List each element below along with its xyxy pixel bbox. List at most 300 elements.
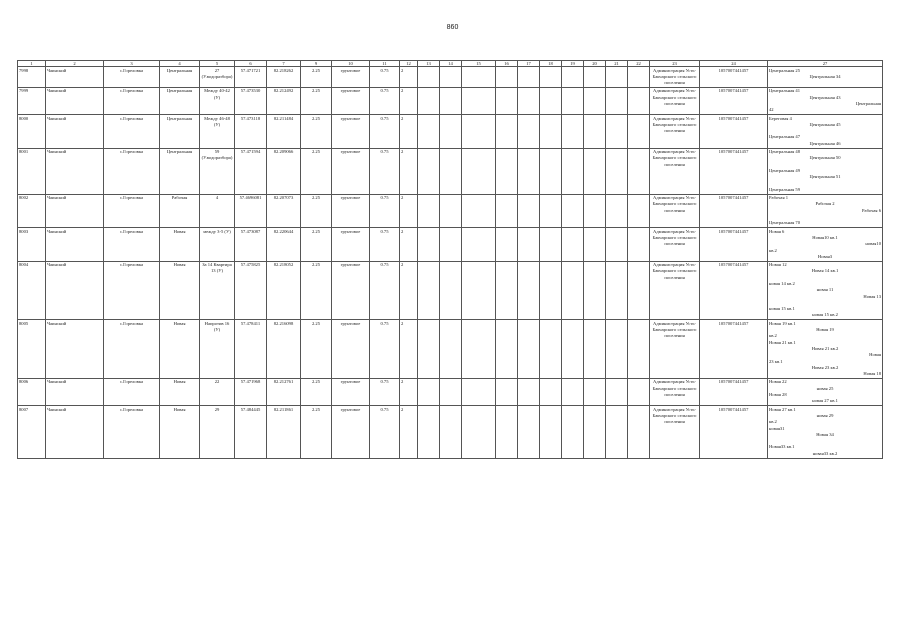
ogrn-cell: 1057007441457 xyxy=(700,67,768,88)
empty-cell xyxy=(440,194,462,227)
street-cell: Новая xyxy=(160,320,200,379)
owner-cell: Администрация Усть-Бакчарского сельского поселения xyxy=(650,406,700,458)
empty-cell xyxy=(628,378,650,405)
location-cell: За 14 Квартира 13 (У) xyxy=(200,261,235,320)
column-header: 1 xyxy=(18,61,46,67)
longitude-cell: 82.209066 xyxy=(267,148,301,194)
height-cell: 2.25 xyxy=(301,261,332,320)
address-line: новая33 кв.2 xyxy=(812,450,838,456)
empty-cell xyxy=(540,378,562,405)
count-cell: 2 xyxy=(400,320,418,379)
empty-cell xyxy=(606,67,628,88)
empty-cell xyxy=(606,406,628,458)
empty-cell xyxy=(418,87,440,114)
district-cell: Чаинский xyxy=(46,115,104,148)
row-number: 8007 xyxy=(18,406,46,458)
location-cell: 29 xyxy=(200,406,235,458)
longitude-cell: 82.212492 xyxy=(267,87,301,114)
address-line: Центральная 43 xyxy=(809,94,841,100)
empty-cell xyxy=(562,406,584,458)
empty-cell xyxy=(518,378,540,405)
empty-cell xyxy=(462,378,496,405)
district-cell: Чаинский xyxy=(46,194,104,227)
address-line: Новая 23 кв.2 xyxy=(811,364,839,370)
empty-cell xyxy=(496,320,518,379)
street-cell: Центральная xyxy=(160,87,200,114)
column-header: 20 xyxy=(584,61,606,67)
row-number: 8004 xyxy=(18,261,46,320)
empty-cell xyxy=(540,115,562,148)
height-cell: 2.25 xyxy=(301,67,332,88)
address-line: кв.2 xyxy=(769,333,777,339)
address-line: Центральная xyxy=(855,100,881,106)
empty-cell xyxy=(440,406,462,458)
column-header: 6 xyxy=(235,61,267,67)
village-cell: с.Гореловка xyxy=(104,148,160,194)
empty-cell xyxy=(440,148,462,194)
owner-cell: Администрация Усть-Бакчарского сельского поселения xyxy=(650,148,700,194)
material-cell: грунтовое xyxy=(332,194,370,227)
address-line: новая 29 xyxy=(816,412,834,418)
count-cell: 2 xyxy=(400,67,418,88)
empty-cell xyxy=(496,148,518,194)
table-row xyxy=(18,228,883,261)
empty-cell xyxy=(540,406,562,458)
location-cell: 59 (У.водоразбора) xyxy=(200,148,235,194)
address-line: Новая 14 кв.1 xyxy=(811,268,839,274)
empty-cell xyxy=(518,406,540,458)
empty-cell xyxy=(606,228,628,261)
address-line: новая31 xyxy=(769,425,785,431)
empty-cell xyxy=(628,320,650,379)
column-header: 16 xyxy=(496,61,518,67)
empty-cell xyxy=(584,87,606,114)
empty-cell xyxy=(540,194,562,227)
empty-cell xyxy=(562,228,584,261)
location-cell: 22 xyxy=(200,378,235,405)
empty-cell xyxy=(584,228,606,261)
village-cell: с.Гореловка xyxy=(104,87,160,114)
row-number: 8005 xyxy=(18,320,46,379)
table-row xyxy=(18,378,883,405)
longitude-cell: 82.211484 xyxy=(267,115,301,148)
table-row xyxy=(18,194,883,227)
material-cell: грунтовое xyxy=(332,228,370,261)
empty-cell xyxy=(496,67,518,88)
material-cell: грунтовое xyxy=(332,406,370,458)
ogrn-cell: 1057007441457 xyxy=(700,87,768,114)
area-cell: 0.75 xyxy=(370,378,400,405)
column-header: 18 xyxy=(540,61,562,67)
empty-cell xyxy=(540,228,562,261)
empty-cell xyxy=(418,406,440,458)
ogrn-cell: 1057007441457 xyxy=(700,320,768,379)
empty-cell xyxy=(584,148,606,194)
table-row xyxy=(18,67,883,88)
column-header: 3 xyxy=(104,61,160,67)
district-cell: Чаинский xyxy=(46,228,104,261)
empty-cell xyxy=(462,261,496,320)
row-number: 7998 xyxy=(18,67,46,88)
height-cell: 2.25 xyxy=(301,115,332,148)
location-cell: Между 46-48 (У) xyxy=(200,115,235,148)
address-line: Новая 27 кв.1 xyxy=(769,406,796,412)
latitude-cell: 57.4696081 xyxy=(235,194,267,227)
address-line: Центральная 46 xyxy=(809,140,841,146)
empty-cell xyxy=(540,261,562,320)
latitude-cell: 57.484445 xyxy=(235,406,267,458)
latitude-cell: 57.471594 xyxy=(235,148,267,194)
material-cell: грунтовое xyxy=(332,378,370,405)
addresses-cell xyxy=(768,148,883,194)
village-cell: с.Гореловка xyxy=(104,261,160,320)
empty-cell xyxy=(496,87,518,114)
height-cell: 2.25 xyxy=(301,406,332,458)
table-row xyxy=(18,261,883,320)
empty-cell xyxy=(606,261,628,320)
street-cell: Новая xyxy=(160,406,200,458)
empty-cell xyxy=(496,228,518,261)
street-cell: Центральная xyxy=(160,67,200,88)
empty-cell xyxy=(418,148,440,194)
table-row xyxy=(18,87,883,114)
material-cell: грунтовое xyxy=(332,148,370,194)
addresses-cell xyxy=(768,406,883,458)
district-cell: Чаинский xyxy=(46,378,104,405)
empty-cell xyxy=(562,261,584,320)
district-cell: Чаинский xyxy=(46,87,104,114)
column-header: 23 xyxy=(650,61,700,67)
empty-cell xyxy=(462,87,496,114)
address-line: Центральная 47 xyxy=(769,134,800,140)
location-cell: 4 xyxy=(200,194,235,227)
address-line: Центральная 45 xyxy=(809,121,841,127)
street-cell: Центральная xyxy=(160,115,200,148)
owner-cell: Администрация Усть-Бакчарского сельского поселения xyxy=(650,261,700,320)
village-cell: с.Гореловка xyxy=(104,67,160,88)
address-line: новая10 xyxy=(865,241,881,247)
empty-cell xyxy=(518,67,540,88)
area-cell: 0.75 xyxy=(370,320,400,379)
material-cell: грунтовое xyxy=(332,261,370,320)
ogrn-cell: 1057007441457 xyxy=(700,228,768,261)
area-cell: 0.75 xyxy=(370,228,400,261)
street-cell: Новая xyxy=(160,378,200,405)
column-header: 14 xyxy=(440,61,462,67)
empty-cell xyxy=(462,320,496,379)
empty-cell xyxy=(540,87,562,114)
empty-cell xyxy=(518,148,540,194)
empty-cell xyxy=(562,115,584,148)
empty-cell xyxy=(418,67,440,88)
latitude-cell: 57.471721 xyxy=(235,67,267,88)
row-number: 8003 xyxy=(18,228,46,261)
addresses-cell xyxy=(768,115,883,148)
empty-cell xyxy=(562,194,584,227)
column-header: 13 xyxy=(418,61,440,67)
empty-cell xyxy=(628,67,650,88)
address-line: Центральная 70 xyxy=(769,220,800,226)
address-line: Новая 12 xyxy=(769,262,787,268)
height-cell: 2.25 xyxy=(301,378,332,405)
empty-cell xyxy=(606,320,628,379)
empty-cell xyxy=(496,261,518,320)
ogrn-cell: 1057007441457 xyxy=(700,148,768,194)
address-line: Рабочая 1 xyxy=(769,195,789,201)
location-cell: Напротив 16 (У) xyxy=(200,320,235,379)
empty-cell xyxy=(584,115,606,148)
address-line: Центральная 41 xyxy=(769,88,800,94)
address-line: Новая 28 xyxy=(769,392,787,398)
location-cell: между 3-5 (У) xyxy=(200,228,235,261)
addresses-cell xyxy=(768,378,883,405)
longitude-cell: 82.211861 xyxy=(267,406,301,458)
column-header: 12 xyxy=(400,61,418,67)
empty-cell xyxy=(440,115,462,148)
registry-table xyxy=(17,60,883,459)
latitude-cell: 57.473530 xyxy=(235,87,267,114)
empty-cell xyxy=(440,378,462,405)
address-line: Центральная 51 xyxy=(809,174,841,180)
district-cell: Чаинский xyxy=(46,320,104,379)
address-line: Рабочая 2 xyxy=(815,201,835,207)
ogrn-cell: 1057007441457 xyxy=(700,378,768,405)
address-line: кв.2 xyxy=(769,419,777,425)
address-line: Новая 21 кв.1 xyxy=(769,339,796,345)
empty-cell xyxy=(606,148,628,194)
address-line: новая 15 кв.2 xyxy=(812,312,838,318)
empty-cell xyxy=(462,228,496,261)
empty-cell xyxy=(562,67,584,88)
addresses-cell xyxy=(768,261,883,320)
empty-cell xyxy=(440,261,462,320)
address-line: Новая33 кв.1 xyxy=(769,444,795,450)
addresses-cell xyxy=(768,194,883,227)
ogrn-cell: 1057007441457 xyxy=(700,406,768,458)
addresses-cell xyxy=(768,320,883,379)
district-cell: Чаинский xyxy=(46,261,104,320)
empty-cell xyxy=(418,194,440,227)
address-line: Центральная 48 xyxy=(769,149,800,155)
empty-cell xyxy=(418,228,440,261)
column-header: 24 xyxy=(700,61,768,67)
address-line: Береговая 4 xyxy=(769,115,792,121)
height-cell: 2.25 xyxy=(301,228,332,261)
empty-cell xyxy=(562,320,584,379)
count-cell: 2 xyxy=(400,115,418,148)
count-cell: 2 xyxy=(400,228,418,261)
material-cell: грунтовое xyxy=(332,115,370,148)
row-number: 8001 xyxy=(18,148,46,194)
area-cell: 0.75 xyxy=(370,406,400,458)
height-cell: 2.25 xyxy=(301,87,332,114)
column-header: 19 xyxy=(562,61,584,67)
empty-cell xyxy=(628,228,650,261)
address-line: Новая 18 xyxy=(863,371,881,377)
empty-cell xyxy=(584,320,606,379)
longitude-cell: 82.216098 xyxy=(267,320,301,379)
ogrn-cell: 1057007441457 xyxy=(700,115,768,148)
empty-cell xyxy=(628,261,650,320)
address-line: Новая 13 xyxy=(863,293,881,299)
street-cell: Новая xyxy=(160,228,200,261)
empty-cell xyxy=(462,406,496,458)
addresses-cell xyxy=(768,67,883,88)
district-cell: Чаинский xyxy=(46,406,104,458)
empty-cell xyxy=(440,67,462,88)
village-cell: с.Гореловка xyxy=(104,228,160,261)
empty-cell xyxy=(418,320,440,379)
owner-cell: Администрация Усть-Бакчарского сельского поселения xyxy=(650,378,700,405)
latitude-cell: 57.473087 xyxy=(235,228,267,261)
column-header: 11 xyxy=(370,61,400,67)
owner-cell: Администрация Усть-Бакчарского сельского поселения xyxy=(650,194,700,227)
address-line: новая 25 xyxy=(816,385,834,391)
empty-cell xyxy=(496,115,518,148)
empty-cell xyxy=(628,87,650,114)
latitude-cell: 57.471968 xyxy=(235,378,267,405)
street-cell: Новая xyxy=(160,261,200,320)
address-line: Новая3 xyxy=(817,253,833,259)
empty-cell xyxy=(440,320,462,379)
count-cell: 2 xyxy=(400,261,418,320)
table-row xyxy=(18,406,883,458)
owner-cell: Администрация Усть-Бакчарского сельского поселения xyxy=(650,228,700,261)
height-cell: 2.25 xyxy=(301,320,332,379)
owner-cell: Администрация Усть-Бакчарского сельского поселения xyxy=(650,320,700,379)
village-cell: с.Гореловка xyxy=(104,194,160,227)
address-line: Новая 6 xyxy=(769,228,785,234)
row-number: 8006 xyxy=(18,378,46,405)
longitude-cell: 82.207073 xyxy=(267,194,301,227)
column-header: 15 xyxy=(462,61,496,67)
longitude-cell: 82.220644 xyxy=(267,228,301,261)
empty-cell xyxy=(584,67,606,88)
area-cell: 0.75 xyxy=(370,87,400,114)
area-cell: 0.75 xyxy=(370,148,400,194)
empty-cell xyxy=(606,87,628,114)
column-header: 5 xyxy=(200,61,235,67)
material-cell: грунтовое xyxy=(332,87,370,114)
address-line: Новая xyxy=(869,352,881,358)
empty-cell xyxy=(584,406,606,458)
count-cell: 2 xyxy=(400,194,418,227)
village-cell: с.Гореловка xyxy=(104,115,160,148)
empty-cell xyxy=(606,194,628,227)
longitude-cell: 82.218052 xyxy=(267,261,301,320)
row-number: 8000 xyxy=(18,115,46,148)
empty-cell xyxy=(518,261,540,320)
material-cell: грунтовое xyxy=(332,67,370,88)
address-line: Новая 34 xyxy=(816,431,834,437)
empty-cell xyxy=(606,115,628,148)
empty-cell xyxy=(462,115,496,148)
empty-cell xyxy=(518,115,540,148)
village-cell: с.Гореловка xyxy=(104,320,160,379)
longitude-cell: 82.212761 xyxy=(267,378,301,405)
location-cell: Между 40-42 (У) xyxy=(200,87,235,114)
column-header: 2 xyxy=(46,61,104,67)
empty-cell xyxy=(418,261,440,320)
latitude-cell: 57.473118 xyxy=(235,115,267,148)
address-line: 23 кв.1 xyxy=(769,358,783,364)
longitude-cell: 82.218262 xyxy=(267,67,301,88)
table-row xyxy=(18,148,883,194)
empty-cell xyxy=(562,378,584,405)
column-header: 7 xyxy=(267,61,301,67)
empty-cell xyxy=(540,320,562,379)
address-line: Рабочая 6 xyxy=(861,207,881,213)
page-number: 860 xyxy=(446,24,459,31)
address-line: новая 27 кв.1 xyxy=(812,398,838,404)
table-body xyxy=(18,61,883,459)
latitude-cell: 57.475825 xyxy=(235,261,267,320)
area-cell: 0.75 xyxy=(370,194,400,227)
empty-cell xyxy=(584,261,606,320)
addresses-cell xyxy=(768,228,883,261)
empty-cell xyxy=(518,87,540,114)
latitude-cell: 57.478411 xyxy=(235,320,267,379)
ogrn-cell: 1057007441457 xyxy=(700,261,768,320)
empty-cell xyxy=(440,87,462,114)
address-line: новая 11 xyxy=(816,287,834,293)
empty-cell xyxy=(440,228,462,261)
count-cell: 2 xyxy=(400,406,418,458)
area-cell: 0.75 xyxy=(370,115,400,148)
location-cell: 27 (У.водоразбора) xyxy=(200,67,235,88)
area-cell: 0.75 xyxy=(370,67,400,88)
empty-cell xyxy=(496,194,518,227)
empty-cell xyxy=(462,194,496,227)
row-number: 8002 xyxy=(18,194,46,227)
column-header: 10 xyxy=(332,61,370,67)
address-line: новая 14 кв.2 xyxy=(769,281,795,286)
empty-cell xyxy=(496,378,518,405)
address-line: кв.2 xyxy=(769,247,777,253)
count-cell: 2 xyxy=(400,87,418,114)
empty-cell xyxy=(462,148,496,194)
empty-cell xyxy=(518,228,540,261)
district-cell: Чаинский xyxy=(46,148,104,194)
address-line: Новая 19 кв.1 xyxy=(769,320,796,326)
empty-cell xyxy=(462,67,496,88)
address-line: Новая 19 xyxy=(816,327,834,333)
owner-cell: Администрация Усть-Бакчарского сельского поселения xyxy=(650,67,700,88)
empty-cell xyxy=(584,378,606,405)
empty-cell xyxy=(628,115,650,148)
street-cell: Рабочая xyxy=(160,194,200,227)
owner-cell: Администрация Усть-Бакчарского сельского поселения xyxy=(650,115,700,148)
street-cell: Центральная xyxy=(160,148,200,194)
empty-cell xyxy=(540,148,562,194)
address-line: Центральная 25 xyxy=(769,67,800,73)
column-header: 22 xyxy=(628,61,650,67)
empty-cell xyxy=(418,378,440,405)
address-line: Центральная 49 xyxy=(769,167,800,173)
empty-cell xyxy=(628,148,650,194)
area-cell: 0.75 xyxy=(370,261,400,320)
empty-cell xyxy=(562,148,584,194)
column-header: 27 xyxy=(768,61,883,67)
count-cell: 2 xyxy=(400,148,418,194)
count-cell: 2 xyxy=(400,378,418,405)
column-header: 4 xyxy=(160,61,200,67)
ogrn-cell: 1057007441457 xyxy=(700,194,768,227)
addresses-cell xyxy=(768,87,883,114)
row-number: 7999 xyxy=(18,87,46,114)
address-line: Центральная 59 xyxy=(769,186,800,192)
empty-cell xyxy=(518,320,540,379)
